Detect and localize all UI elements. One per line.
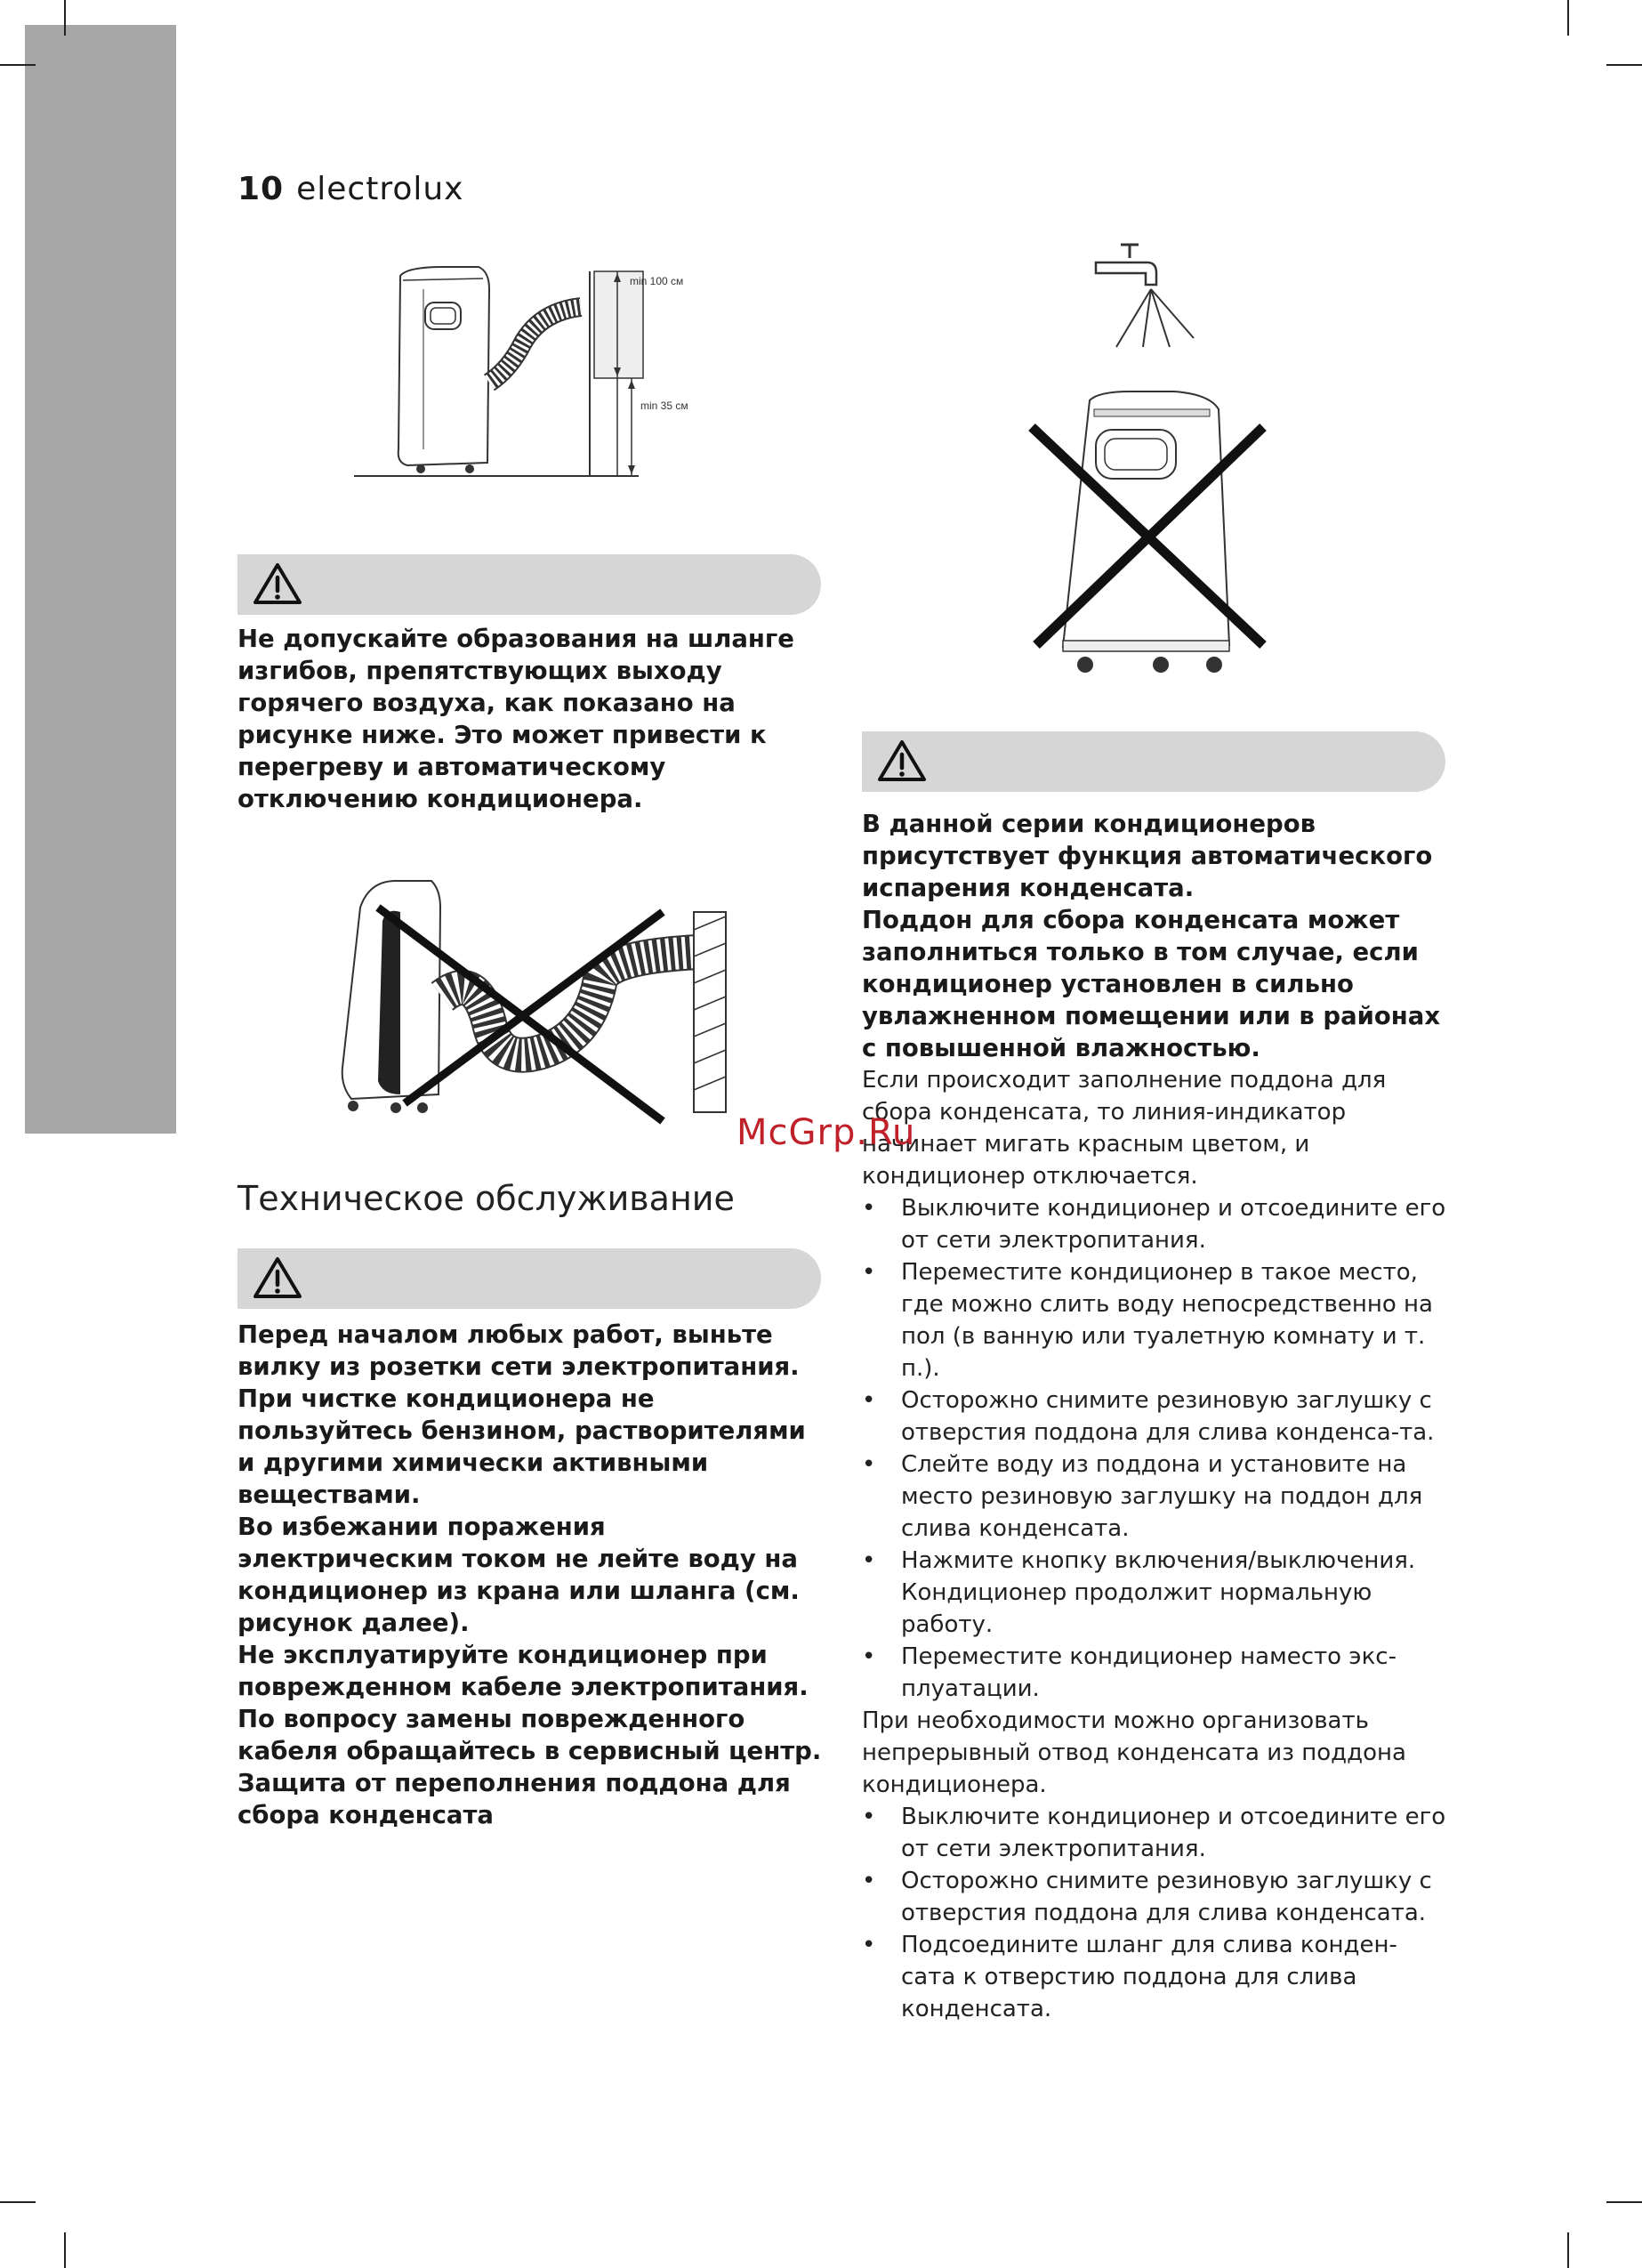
section-title: Техническое обслуживание (237, 1179, 735, 1218)
clearance-label-top: min 100 см (630, 275, 684, 287)
crop-mark (1606, 2201, 1642, 2203)
warning-icon (876, 739, 928, 783)
warning-bar (237, 1248, 821, 1309)
list-item: • Переместите кондиционер наместо экс-плуатации. (862, 1641, 1449, 1705)
warning3-paragraph: Поддон для сбора конденсата может заполниться только в том случае, если кондиционер установлен в сильно увлажненном помещении или в районах с повышенной влажностью. (862, 906, 1441, 1062)
right-column (862, 808, 1449, 2025)
installation-clearance-figure (354, 236, 728, 485)
crop-mark (64, 2232, 66, 2268)
list-item: • Слейте воду из поддона и установите на место резиновую заглушку на поддон для слива конденсата. (862, 1449, 1449, 1545)
list-item: • Переместите кондиционер в такое место, где можно слить воду непосредственно на пол (в ванную или туалетную комнату и т. п.). (862, 1256, 1449, 1384)
list-item: • Осторожно снимите резиновую заглушку с отверстия поддона для слива конденсата. (862, 1865, 1449, 1929)
brand-logo: electrolux (296, 171, 464, 207)
continuous-drain-intro: При необходимости можно организовать непрерывный отвод конденсата из поддона кондиционера. (862, 1707, 1406, 1798)
list-item: • Выключите кондиционер и отсоедините его от сети электропитания. (862, 1192, 1449, 1256)
list-item: • Подсоедините шланг для слива конден-сата к отверстию поддона для слива конденсата. (862, 1929, 1449, 2025)
crop-mark (64, 0, 66, 36)
clearance-label-bottom: min 35 см (640, 400, 688, 412)
warning2-paragraph: Во избежании поражения электрическим током не лейте воду на кондиционер из крана или шланга (см. рисунок далее). (237, 1513, 800, 1637)
warning2-paragraph: Перед началом любых работ, выньте вилку из розетки сети электропитания. (237, 1320, 800, 1381)
warning-icon (252, 1255, 303, 1300)
warning1-text (237, 623, 798, 815)
watermark: McGrp.Ru (736, 1112, 916, 1153)
crop-mark (0, 2201, 36, 2203)
no-water-spray-figure (1023, 236, 1290, 681)
list-item: • Нажмите кнопку включения/выключения. Кондиционер продолжит нормальную работу. (862, 1545, 1449, 1641)
warning2-paragraph: Не эксплуатируйте кондиционер при поврежденном кабеле электропитания. По вопросу замены поврежденного кабеля обращайтесь в сервисный центр. (237, 1641, 822, 1765)
list-item: • Осторожно снимите резиновую заглушку с отверстия поддона для слива конденса-та. (862, 1384, 1449, 1449)
crop-mark (0, 64, 36, 66)
crop-mark (1606, 64, 1642, 66)
continuous-drain-list (862, 1801, 1449, 2025)
warning2-paragraph: Защита от переполнения поддона для сбора конденсата (237, 1769, 791, 1829)
page-number: 10 (237, 171, 285, 207)
warning2-text (237, 1319, 825, 1831)
warning2-paragraph: При чистке кондиционера не пользуйтесь бензином, растворителями и другими химически активными веществами. (237, 1384, 806, 1509)
crop-mark (1567, 0, 1569, 36)
page-header (237, 171, 463, 207)
warning-icon (252, 561, 303, 606)
condensate-intro: Если происходит заполнение поддона для сбора конденсата, то линия-индикатор начинает мигать красным цветом, и кондиционер отключается. (862, 1067, 1387, 1190)
kinked-hose-figure (334, 872, 743, 1126)
warning3-paragraph: В данной серии кондиционеров присутствует функция автоматического испарения конденсата. (862, 810, 1433, 902)
warning-bar (862, 731, 1445, 792)
side-tab (25, 25, 176, 1134)
list-item: • Выключите кондиционер и отсоедините его от сети электропитания. (862, 1801, 1449, 1865)
drain-steps-list (862, 1192, 1449, 1705)
warning1-paragraph: Не допускайте образования на шланге изгибов, препятствующих выходу горячего воздуха, как показано на рисунке ниже. Это может привести к перегреву и автоматическому отключению кондиционера. (237, 625, 794, 813)
crop-mark (1567, 2232, 1569, 2268)
warning-bar (237, 554, 821, 615)
